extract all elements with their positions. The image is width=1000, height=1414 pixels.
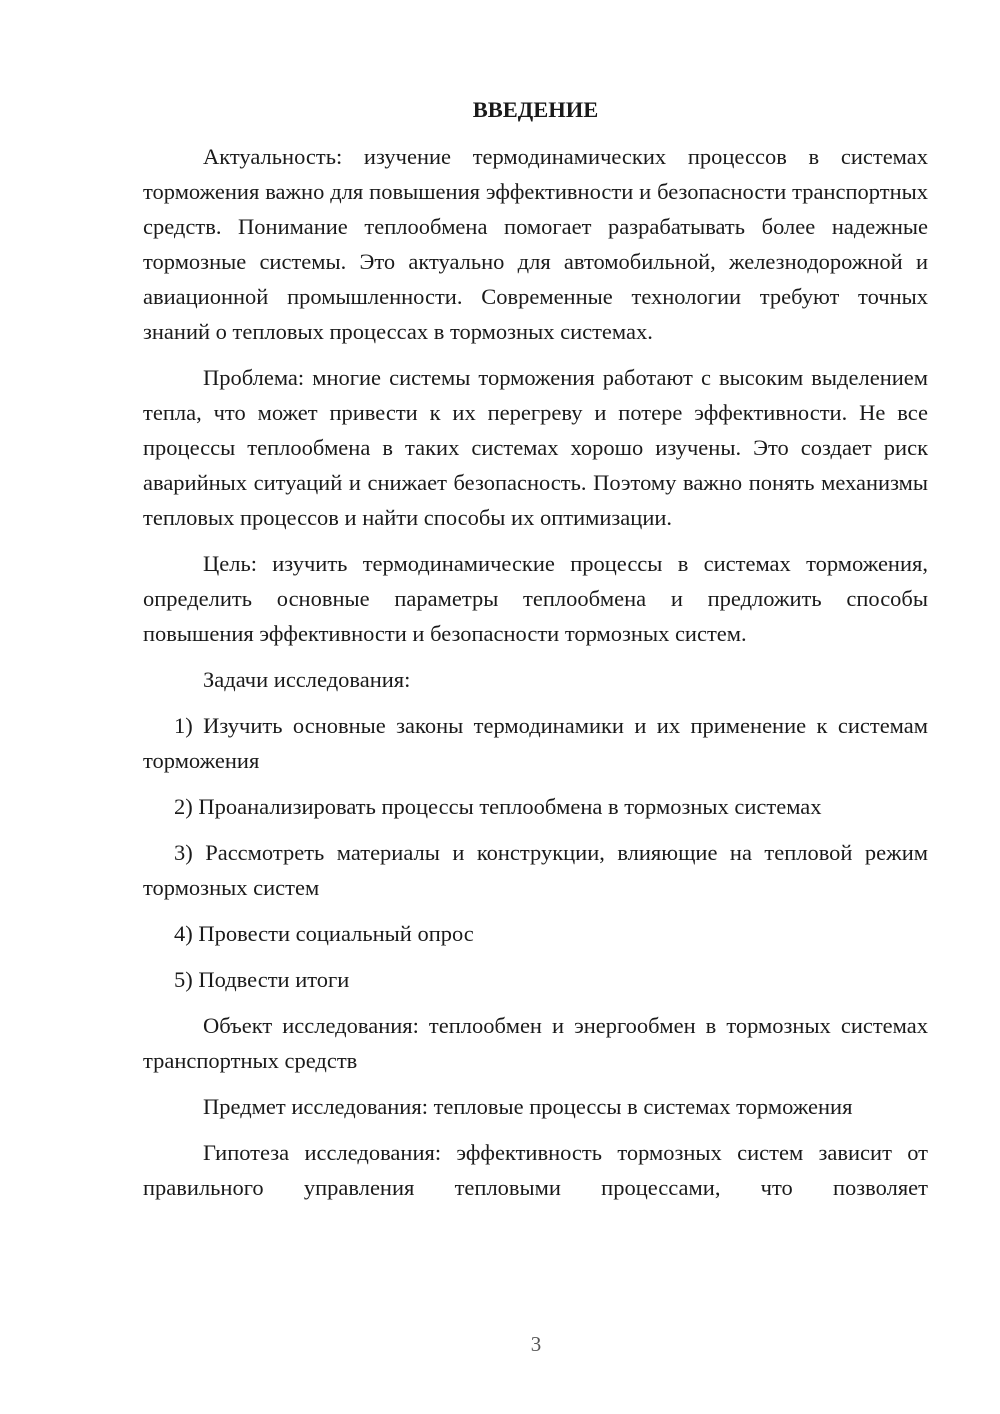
page-number: 3 [530,1332,542,1356]
task-item-2: 2) Проанализировать процессы теплообмена в тормозных системах [174,794,822,819]
section-heading: ВВЕДЕНИЕ [472,97,599,122]
page-content [143,92,928,1216]
task-item-4: 4) Провести социальный опрос [174,921,474,946]
paragraph-object: Объект исследования: теплообмен и энергообмен в тормозных системах транспортных средств [143,1013,928,1073]
task-item-1: 1) Изучить основные законы термодинамики и их применение к системам торможения [143,713,928,773]
paragraph-relevance: Актуальность: изучение термодинамических процессов в системах торможения важно для повышения эффективности и безопасности транспортных средств. Понимание теплообмена помогает разрабатывать более надежные тормозные системы. Это актуально для автомобильной, железнодорожной и авиационной промышленности. Современные технологии требуют точных знаний о тепловых процессах в тормозных системах. [143,144,928,344]
paragraph-subject: Предмет исследования: тепловые процессы в системах торможения [203,1094,853,1119]
paragraph-goal: Цель: изучить термодинамические процессы в системах торможения, определить основные параметры теплообмена и предложить способы повышения эффективности и безопасности тормозных систем. [143,551,928,646]
task-item-5: 5) Подвести итоги [174,967,350,992]
paragraph-tasks-title: Задачи исследования: [203,667,411,692]
task-item-3: 3) Рассмотреть материалы и конструкции, влияющие на тепловой режим тормозных систем [143,840,928,900]
paragraph-hypothesis: Гипотеза исследования: эффективность тормозных систем зависит от правильного управления тепловыми процессами, что позволяет [143,1140,928,1200]
paragraph-problem: Проблема: многие системы торможения работают с высоким выделением тепла, что может привести к их перегреву и потере эффективности. Не все процессы теплообмена в таких системах хорошо изучены. Это создает риск аварийных ситуаций и снижает безопасность. Поэтому важно понять механизмы тепловых процессов и найти способы их оптимизации. [143,365,928,530]
